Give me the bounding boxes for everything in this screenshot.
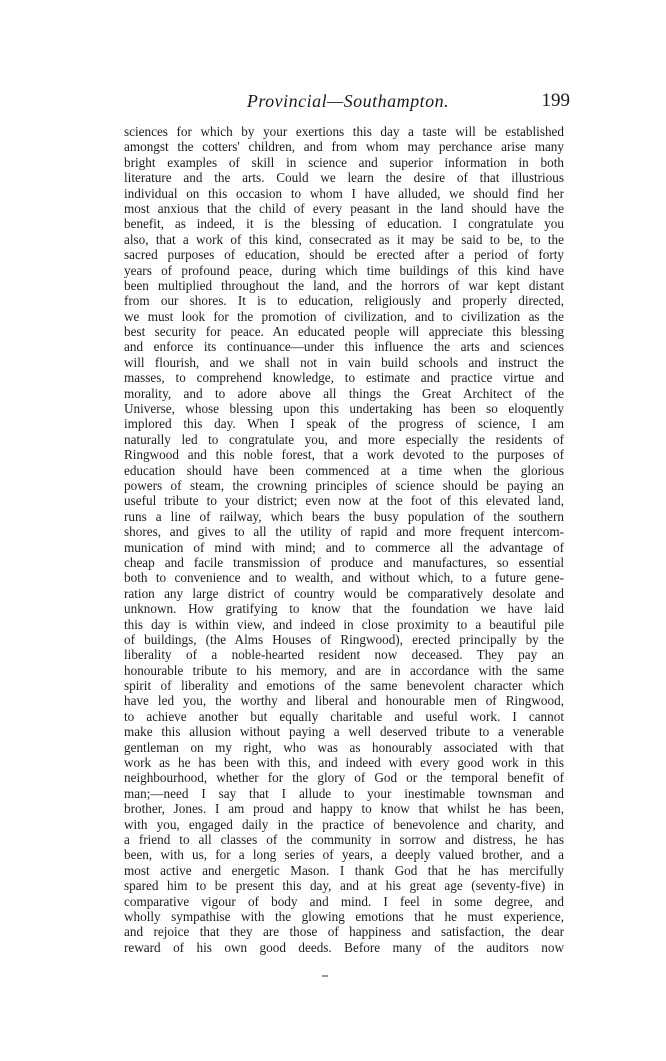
text-line: wholly sympathise with the glowing emotions that he must experience, [124, 908, 564, 924]
text-line: brother, Jones. I am proud and happy to know that whilst he has been, [124, 801, 564, 817]
text-line: man;—need I say that I allude to your inestimable townsman and [124, 785, 564, 801]
text-line: munication of mind with mind; and to commerce all the advantage of [124, 539, 564, 555]
text-line: unknown. How gratifying to know that the foundation we have laid [124, 601, 564, 617]
text-line: Ringwood and this noble forest, that a work devoted to the purposes of [124, 447, 564, 463]
text-line: amongst the cotters' children, and from whom may perchance arise many [124, 139, 564, 155]
text-line: honourable tribute to his memory, and are in accordance with the same [124, 662, 564, 678]
text-line: years of profound peace, during which time buildings of this kind have [124, 262, 564, 278]
text-line: been, with us, for a long series of years, a deeply valued brother, and a [124, 847, 564, 863]
text-line: individual on this occasion to whom I have alluded, we should find her [124, 185, 564, 201]
text-line: best security for peace. An educated people will appreciate this blessing [124, 324, 564, 340]
page-number: 199 [541, 90, 570, 111]
text-line: a friend to all classes of the community in sorrow and distress, he has [124, 831, 564, 847]
text-line: bright examples of skill in science and superior information in both [124, 154, 564, 170]
text-line: most active and energetic Mason. I thank God that he has mercifully [124, 862, 564, 878]
text-line: we must look for the promotion of civilization, and to civilization as the [124, 308, 564, 324]
text-line: spirit of liberality and emotions of the same benevolent character which [124, 678, 564, 694]
text-line: neighbourhood, whether for the glory of God or the temporal benefit of [124, 770, 564, 786]
text-line: powers of steam, the crowning principles of science should be paying an [124, 477, 564, 493]
text-line: this day is within view, and indeed in close proximity to a beautiful pile [124, 616, 564, 632]
text-line: also, that a work of this kind, consecrated as it may be said to be, to the [124, 231, 564, 247]
text-line: runs a line of railway, which bears the busy population of the southern [124, 508, 564, 524]
text-line: with you, engaged daily in the practice of benevolence and charity, and [124, 816, 564, 832]
text-line: work as he has been with this, and indeed with every good work in this [124, 755, 564, 771]
text-line: from our shores. It is to education, religiously and properly directed, [124, 293, 564, 309]
text-line: make this allusion without paying a well deserved tribute to a venerable [124, 724, 564, 740]
text-line: will flourish, and we shall not in vain build schools and instruct the [124, 354, 564, 370]
text-line: and rejoice that they are those of happiness and satisfaction, the dear [124, 924, 564, 940]
text-line: sciences for which by your exertions this day a taste will be established [124, 124, 564, 139]
footer-mark [322, 975, 328, 977]
page-header [128, 91, 568, 115]
text-line: been multiplied throughout the land, and the horrors of war kept distant [124, 277, 564, 293]
text-line: naturally led to congratulate you, and more especially the residents of [124, 431, 564, 447]
running-title: Provincial—Southampton. [246, 91, 450, 111]
text-line: cheap and facile transmission of produce and manufactures, so essential [124, 554, 564, 570]
body-text [124, 124, 564, 955]
text-line: of buildings, (the Alms Houses of Ringwood), erected principally by the [124, 631, 564, 647]
text-line: education should have been commenced at a time when the glorious [124, 462, 564, 478]
text-line: masses, to comprehend knowledge, to estimate and practice virtue and [124, 370, 564, 386]
text-line: have led you, the worthy and liberal and honourable men of Ringwood, [124, 693, 564, 709]
text-line: to achieve another but equally charitable and useful work. I cannot [124, 708, 564, 724]
text-line: both to convenience and to wealth, and without which, to a future gene- [124, 570, 564, 586]
text-line: spared him to be present this day, and at his great age (seventy-five) in [124, 878, 564, 894]
text-line: benefit, as indeed, it is the blessing of education. I congratulate you [124, 216, 564, 232]
text-line: sacred purposes of education, should be erected after a period of forty [124, 247, 564, 263]
text-line: literature and the arts. Could we learn the desire of that illustrious [124, 170, 564, 186]
text-line: ration any large district of country would be comparatively desolate and [124, 585, 564, 601]
text-line: implored this day. When I speak of the progress of science, I am [124, 416, 564, 432]
text-line: useful tribute to your district; even now at the foot of this elevated land, [124, 493, 564, 509]
text-line: Universe, whose blessing upon this undertaking has been so eloquently [124, 401, 564, 417]
text-line: liberality of a noble-hearted resident now deceased. They pay an [124, 647, 564, 663]
text-line: comparative vigour of body and mind. I feel in some degree, and [124, 893, 564, 909]
text-line: shores, and gives to all the utility of rapid and more frequent intercom- [124, 524, 564, 540]
text-line: most anxious that the child of every peasant in the land should have the [124, 200, 564, 216]
text-line: morality, and to adore above all things the Great Architect of the [124, 385, 564, 401]
text-line: and enforce its continuance—under this influence the arts and sciences [124, 339, 564, 355]
text-line: reward of his own good deeds. Before many of the auditors now [124, 939, 564, 955]
text-line: gentleman on my right, who was as honourably associated with that [124, 739, 564, 755]
